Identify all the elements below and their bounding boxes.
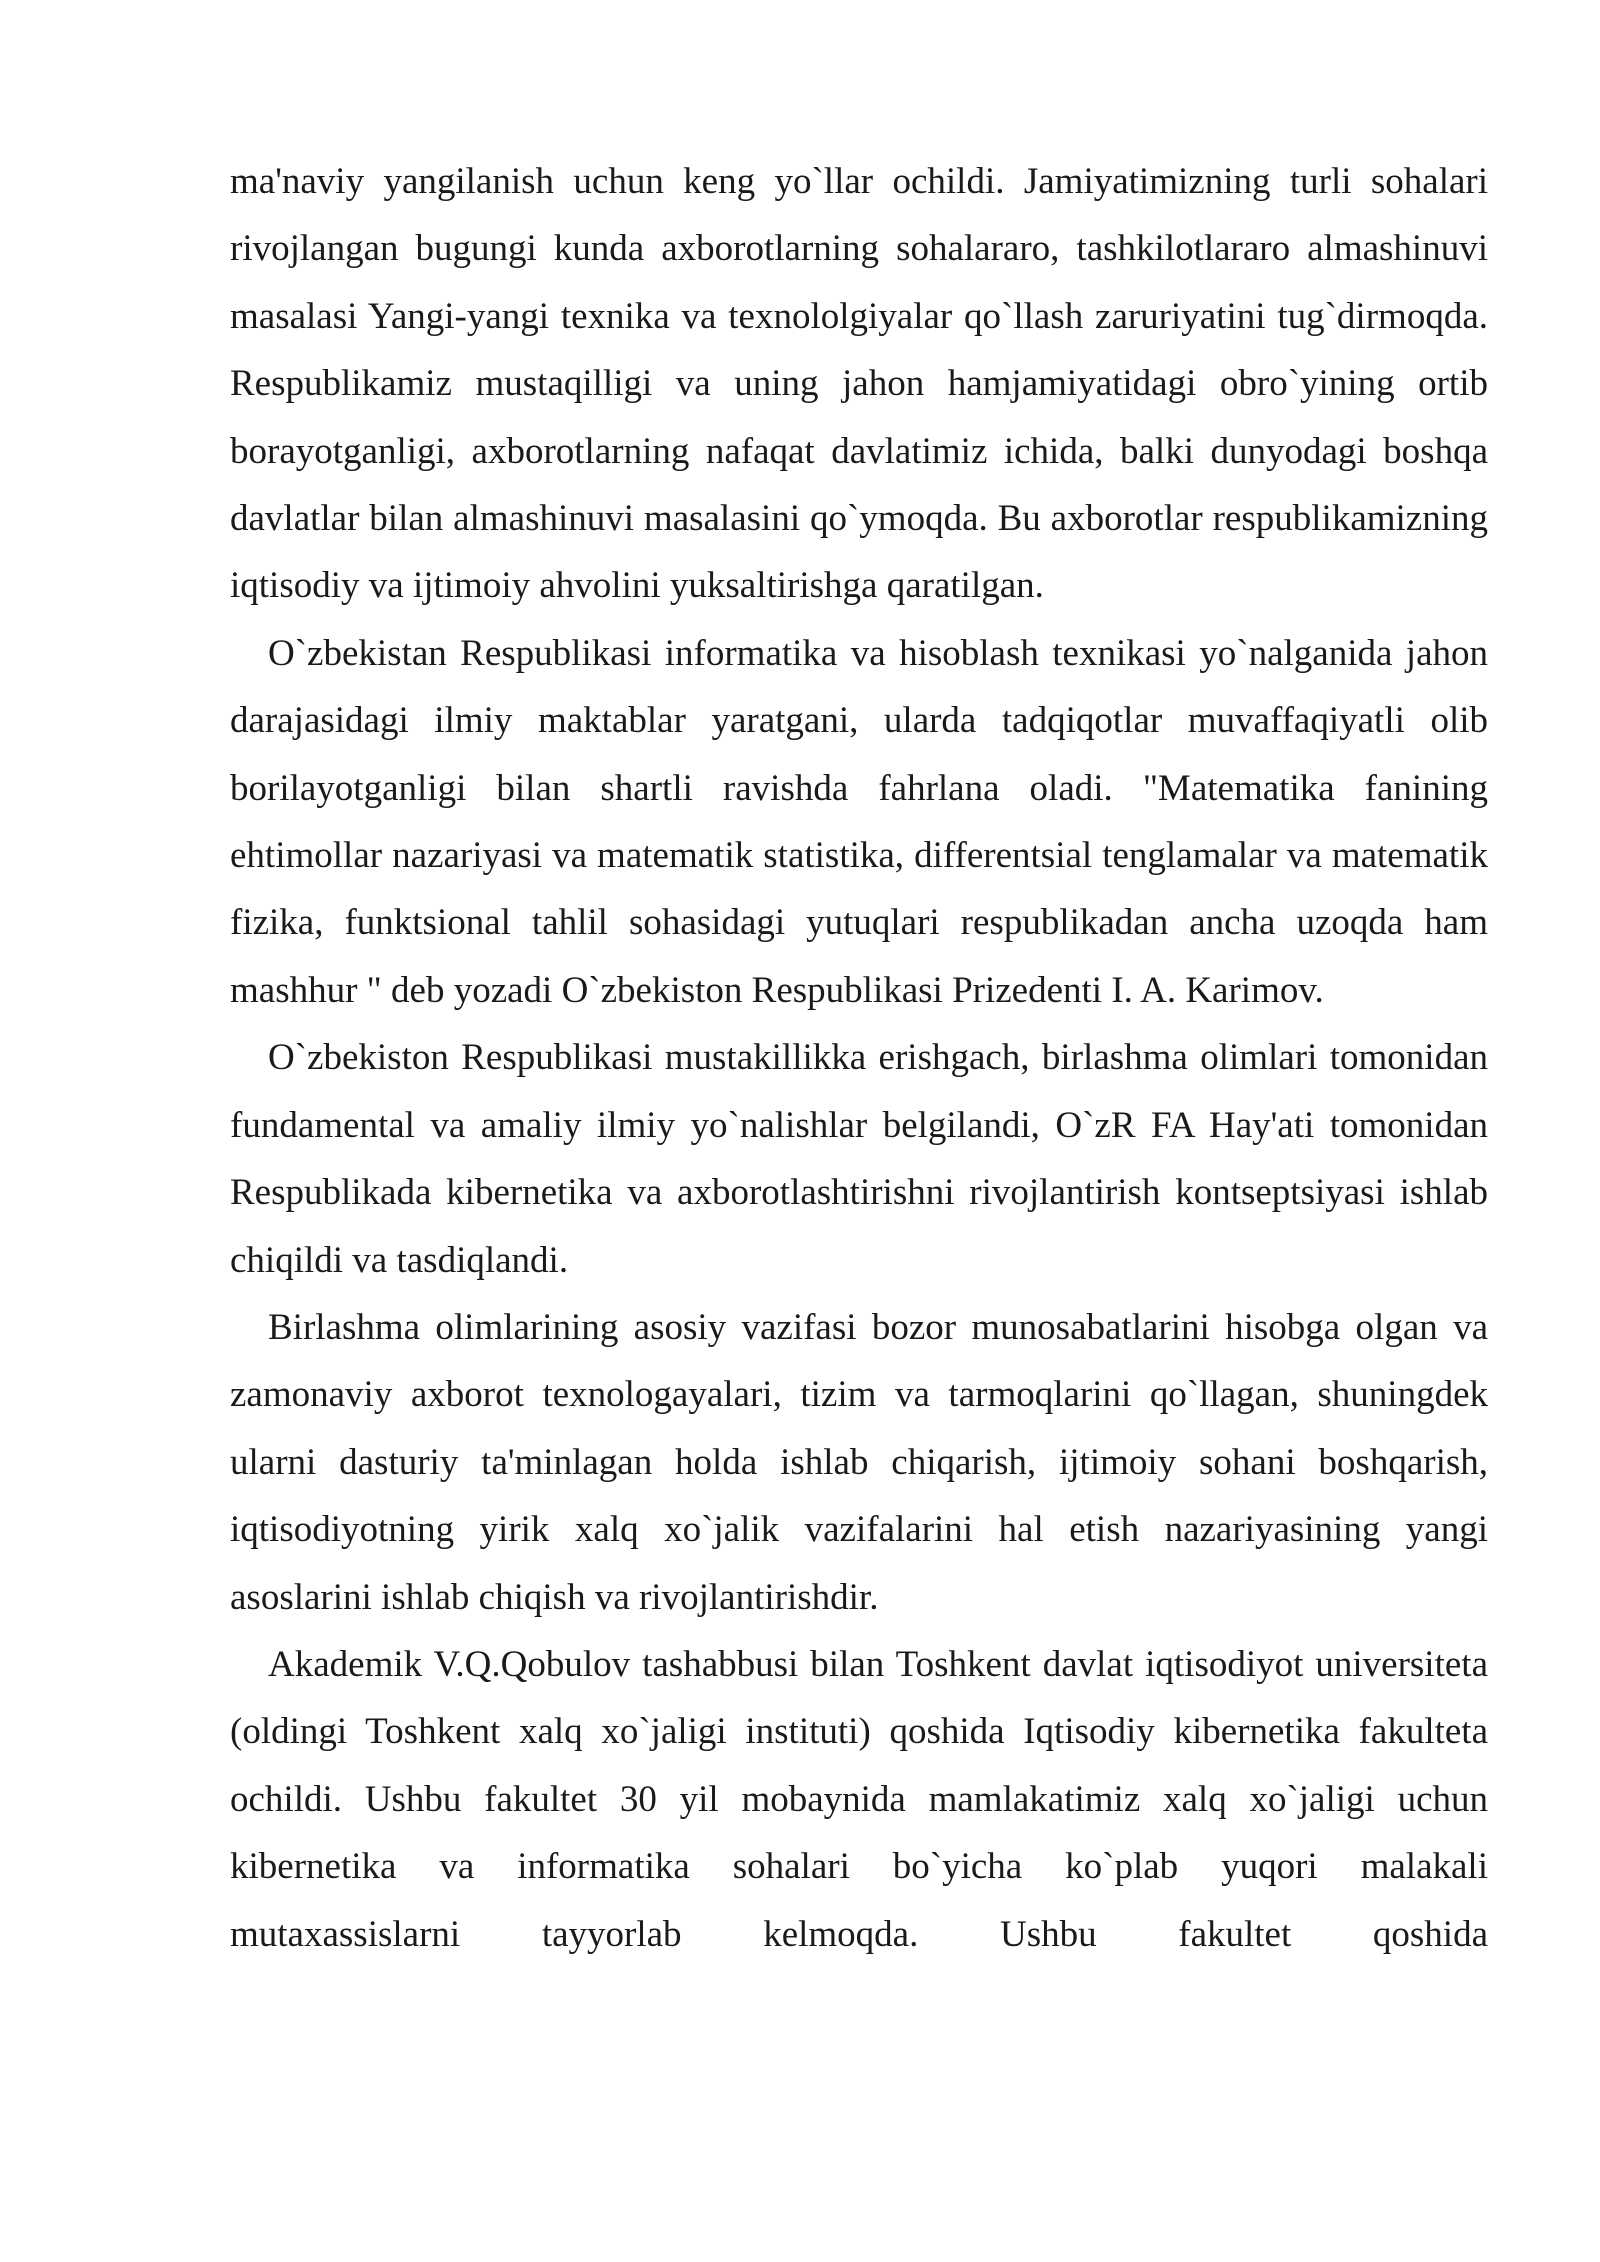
- paragraph-5: Akademik V.Q.Qobulov tashabbusi bilan Toshkent davlat iqtisodiyot universiteta (oldingi Toshkent xalq xo`jaligi instituti) qoshida Iqtisodiy kibernetika fakulteta ochildi. Ushbu fakultet 30 yil mobaynida mamlakatimiz xalq xo`jaligi uchun kibernetika va informatika sohalari bo`yicha ko`plab yuqori malakali mutaxassislarni tayyorlab kelmoqda. Ushbu fakultet qoshida: [230, 1643, 1488, 1955]
- paragraph-2: O`zbekistan Respublikasi informatika va hisoblash texnikasi yo`nalganida jahon darajasidagi ilmiy maktablar yaratgani, ularda tadqiqotlar muvaffaqiyatli olib borilayotganligi bilan shartli ravishda fahrlana oladi. "Matematika fanining ehtimollar nazariyasi va matematik statistika, differentsial tenglamalar va matematik fizika, funktsional tahlil sohasidagi yutuqlari respublikadan ancha uzoqda ham mashhur " deb yozadi O`zbekiston Respublikasi Prizedenti I. A. Karimov.: [230, 632, 1488, 1011]
- paragraph-4: Birlashma olimlarining asosiy vazifasi bozor munosabatlarini hisobga olgan va zamonaviy axborot texnologayalari, tizim va tarmoqlarini qo`llagan, shuningdek ularni dasturiy ta'minlagan holda ishlab chiqarish, ijtimoiy sohani boshqarish, iqtisodiyotning yirik xalq xo`jalik vazifalarini hal etish nazariyasining yangi asoslarini ishlab chiqish va rivojlantirishdir.: [230, 1306, 1488, 1618]
- paragraph-1: ma'naviy yangilanish uchun keng yo`llar ochildi. Jamiyatimizning turli sohalari rivojlangan bugungi kunda axborotlarning sohalararo, tashkilotlararo almashinuvi masalasi Yangi-yangi texnika va texnololgiyalar qo`llash zaruriyatini tug`dirmoqda. Respublikamiz mustaqilligi va uning jahon hamjamiyatidagi obro`yining ortib borayotganligi, axborotlarning nafaqat davlatimiz ichida, balki dunyodagi boshqa davlatlar bilan almashinuvi masalasini qo`ymoqda. Bu axborotlar respublikamizning iqtisodiy va ijtimoiy ahvolini yuksaltirishga qaratilgan.: [230, 161, 1488, 607]
- paragraph-3: O`zbekiston Respublikasi mustakillikka erishgach, birlashma olimlari tomonidan fundamental va amaliy ilmiy yo`nalishlar belgilandi, O`zR FA Hay'ati tomonidan Respublikada kibernetika va axborotlashtirishni rivojlantirish kontseptsiyasi ishlab chiqildi va tasdiqlandi.: [230, 1037, 1488, 1281]
- document-page: [230, 148, 1488, 1968]
